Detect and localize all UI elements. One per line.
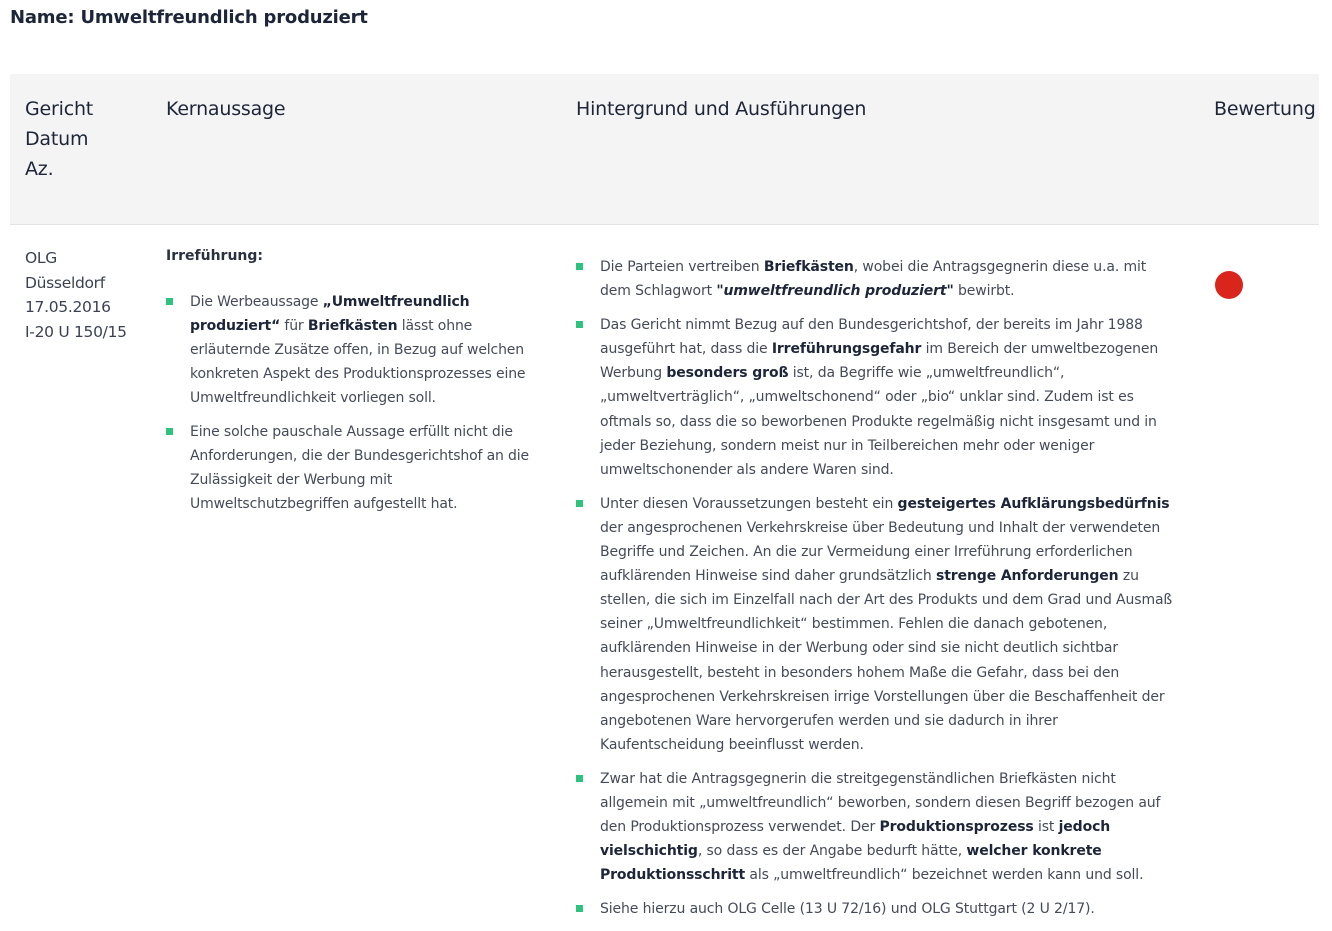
bullet-square-icon (576, 263, 583, 270)
list-item-text (600, 259, 1146, 299)
text-segment: Das Gericht nimmt Bezug auf den Bundesgerichtshof, der bereits im Jahr 1988 ausgeführt hat, dass die (600, 317, 1143, 358)
court-info (25, 246, 127, 344)
emphasis-text: strenge Anforderungen (936, 568, 1119, 585)
text-segment: als „umweltfreundlich“ bezeichnet werden kann und soll. (745, 867, 1144, 884)
court-date: 17.05.2016 (25, 298, 111, 316)
emphasis-text: besonders groß (666, 365, 789, 382)
list-item (576, 313, 1176, 482)
list-item-text (190, 424, 529, 512)
header-az-line: Az. (25, 158, 54, 180)
emphasis-text: Briefkästen (307, 318, 398, 334)
text-segment: zu stellen, die sich im Einzelfall nach der Art des Produkts und dem Grad und Ausmaß seiner „Umweltfreundlichkeit“ bestimmen. Fehlen die danach gebotenen, aufklärenden Hinweise in der Werbung oder sind sie nicht deutlich sichtbar herausgestellt, besteht in besonders hohem Maße die Gefahr, dass bei den angesprochenen Verkehrskreisen irrige Vorstellungen über die Beschaffenheit der angebotenen Ware hervorgerufen werden und sie dadurch in ihrer Kaufentscheidung beeinflusst werden. (600, 568, 1173, 753)
emphasis-text: Irreführungsgefahr (771, 341, 922, 358)
emphasis-text: „Umweltfreundlich produziert“ (190, 294, 470, 334)
emphasis-text: Briefkästen (763, 259, 854, 275)
table-header (10, 74, 1319, 225)
text-segment: , so dass es der Angabe bedurft hätte, (697, 843, 967, 860)
bullet-square-icon (576, 775, 583, 782)
rating-red-dot (1215, 271, 1243, 299)
bullet-square-icon (166, 298, 173, 305)
bullet-square-icon (576, 905, 583, 912)
text-segment: Die Parteien vertreiben (600, 259, 764, 275)
emphasis-text: gesteigertes Aufklärungsbedürfnis (897, 495, 1170, 512)
text-segment: Eine solche pauschale Aussage erfüllt nicht die Anforderungen, die der Bundesgerichtshof an die Zulässigkeit der Werbung mit Umweltschutzbegriffen aufgestellt hat. (190, 424, 529, 512)
header-kernaussage: Kernaussage (166, 98, 286, 120)
text-segment: , wobei die Antragsgegnerin diese u.a. mit dem Schlagwort (600, 259, 1147, 300)
header-gericht-line: Gericht (25, 98, 94, 120)
list-item-text (600, 317, 1158, 478)
list-item (576, 767, 1176, 887)
text-segment: im Bereich der umweltbezogenen Werbung (600, 341, 1159, 382)
bullet-square-icon (166, 428, 173, 435)
list-item (166, 290, 546, 410)
kernaussage-title: Irreführung: (166, 248, 263, 264)
text-segment: Unter diesen Voraussetzungen besteht ein (600, 495, 898, 512)
page-title: Name: Umweltfreundlich produziert (10, 7, 368, 28)
bullet-square-icon (576, 321, 583, 328)
emphasis-text: welcher konkrete Produktionsschritt (600, 843, 1102, 884)
emphasis-text: jedoch vielschichtig (600, 819, 1111, 860)
text-segment: Zwar hat die Antragsgegnerin die streitgegenständlichen Briefkästen nicht allgemein mit „umweltfreundlich“ beworben, sondern diesen Begriff bezogen auf den Produktionsprozess verwendet. Der (600, 770, 1161, 836)
bullet-square-icon (576, 500, 583, 507)
kernaussage-list (166, 290, 546, 526)
header-bewertung: Bewertung (1214, 98, 1316, 120)
text-segment: bewirbt. (953, 283, 1015, 300)
emphasis-text: Produktionsprozess (879, 819, 1034, 836)
text-segment: für (280, 318, 308, 334)
list-item-text (600, 901, 1095, 917)
text-segment: lässt ohne erläuternde Zusätze offen, in Bezug auf welchen konkreten Aspekt des Produktionsprozesses eine Umweltfreundlichkeit vorliegen soll. (190, 318, 526, 406)
hintergrund-list (576, 255, 1176, 931)
header-hintergrund: Hintergrund und Ausführungen (576, 98, 867, 120)
text-segment: der angesprochenen Verkehrskreise über Bedeutung und Inhalt der verwendeten Begriffe und Zeichen. An die zur Vermeidung einer Irreführung erforderlichen aufklärenden Hinweise sind daher grundsätzlich (600, 519, 1161, 585)
court-docket: I-20 U 150/15 (25, 322, 127, 341)
list-item (576, 255, 1176, 303)
text-segment: Siehe hierzu auch OLG Celle (13 U 72/16) und OLG Stuttgart (2 U 2/17). (600, 901, 1095, 918)
list-item (576, 897, 1176, 921)
header-datum-line: Datum (25, 128, 89, 150)
list-item (576, 492, 1176, 757)
court-city: Düsseldorf (25, 273, 105, 292)
emphasis-text: "umweltfreundlich produziert" (716, 283, 954, 300)
list-item-text (600, 496, 1172, 753)
list-item-text (190, 294, 525, 406)
text-segment: ist, da Begriffe wie „umweltfreundlich“, „umweltverträglich“, „umweltschonend“ oder „bio“ unklar sind. Zudem ist es oftmals so, dass die so beworbenen Produkte regelmäßig nicht insgesamt und in jeder Beziehung, sondern meist nur in Teilbereichen mehr oder weniger umweltschonender als andere Waren sind. (600, 365, 1157, 478)
text-segment: ist (1033, 819, 1059, 836)
court-name: OLG (25, 249, 57, 267)
list-item-text (600, 771, 1160, 883)
list-item (166, 420, 546, 516)
text-segment: Die Werbeaussage (190, 294, 323, 310)
header-gericht (25, 94, 93, 184)
